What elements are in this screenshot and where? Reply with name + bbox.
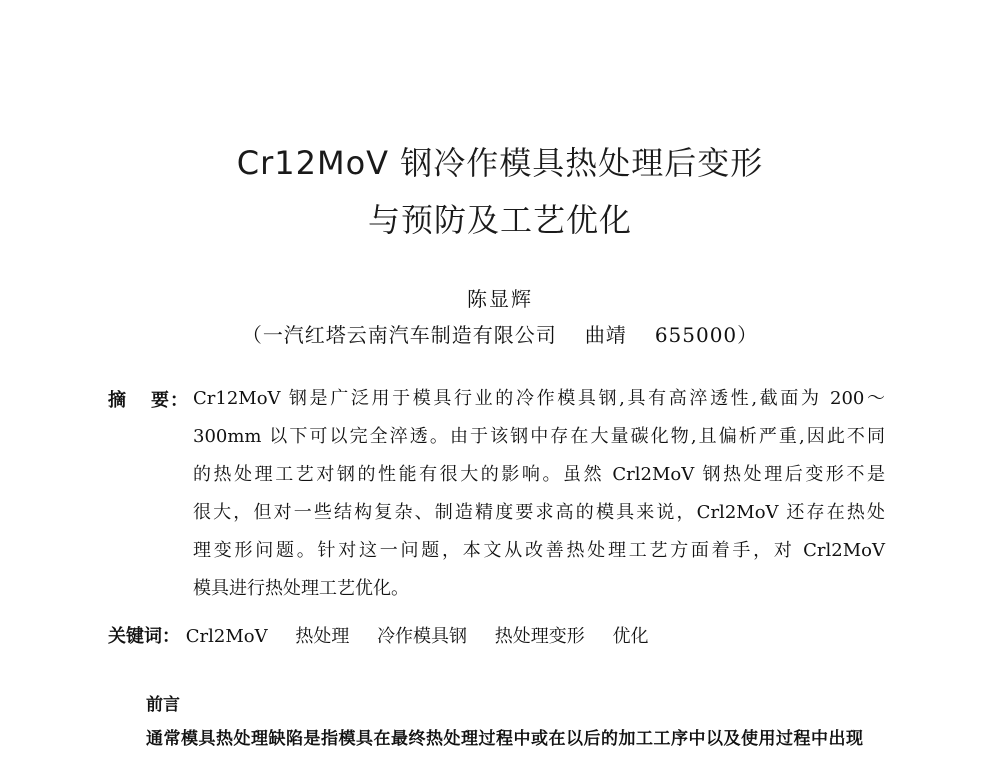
abstract-line-4: 很大，但对一些结构复杂、制造精度要求高的模具来说，Crl2MoV 还存在热处 bbox=[193, 502, 885, 523]
abstract-label-part-2: 要： bbox=[151, 390, 189, 411]
paper-title-line-2: 与预防及工艺优化 bbox=[367, 201, 632, 239]
abstract-line-2: 300mm 以下可以完全淬透。由于该钢中存在大量碳化物,且偏析严重,因此不同 bbox=[193, 426, 885, 447]
affiliation-city: 曲靖 bbox=[584, 323, 627, 347]
abstract-label-part-1: 摘 bbox=[108, 390, 127, 411]
author-name: 陈显辉 bbox=[467, 287, 533, 311]
body-text-line: 通常模具热处理缺陷是指模具在最终热处理过程中或在以后的加工工序中以及使用过程中出现 bbox=[146, 729, 864, 749]
abstract-line-1: Cr12MoV 钢是广泛用于模具行业的冷作模具钢,具有高淬透性,截面为 200～ bbox=[193, 388, 885, 409]
affiliation-postcode: 655000 bbox=[654, 323, 738, 347]
keywords-row bbox=[108, 622, 671, 648]
keywords-label: 关键词： bbox=[108, 626, 180, 647]
abstract-line-3: 的热处理工艺对钢的性能有很大的影响。虽然 Crl2MoV 钢热处理后变形不是 bbox=[193, 464, 885, 485]
affiliation-close-paren: ） bbox=[737, 323, 759, 347]
keyword-item: 热处理 bbox=[295, 626, 350, 647]
keyword-item: Crl2MoV bbox=[185, 626, 268, 647]
abstract-label bbox=[108, 386, 198, 412]
keyword-item: 优化 bbox=[612, 626, 649, 647]
keyword-item: 热处理变形 bbox=[494, 626, 585, 647]
abstract-line-6: 模具进行热处理工艺优化。 bbox=[193, 578, 409, 599]
affiliation-open-paren: （ bbox=[241, 323, 263, 347]
author-affiliation bbox=[0, 319, 1000, 348]
affiliation-org: 一汽红塔云南汽车制造有限公司 bbox=[262, 323, 557, 347]
keyword-item: 冷作模具钢 bbox=[377, 626, 468, 647]
abstract-line-5: 理变形问题。针对这一问题，本文从改善热处理工艺方面着手，对 Crl2MoV bbox=[193, 540, 885, 561]
section-heading-preface: 前言 bbox=[146, 695, 180, 715]
paper-title-line-1: Cr12MoV 钢冷作模具热处理后变形 bbox=[236, 144, 764, 182]
